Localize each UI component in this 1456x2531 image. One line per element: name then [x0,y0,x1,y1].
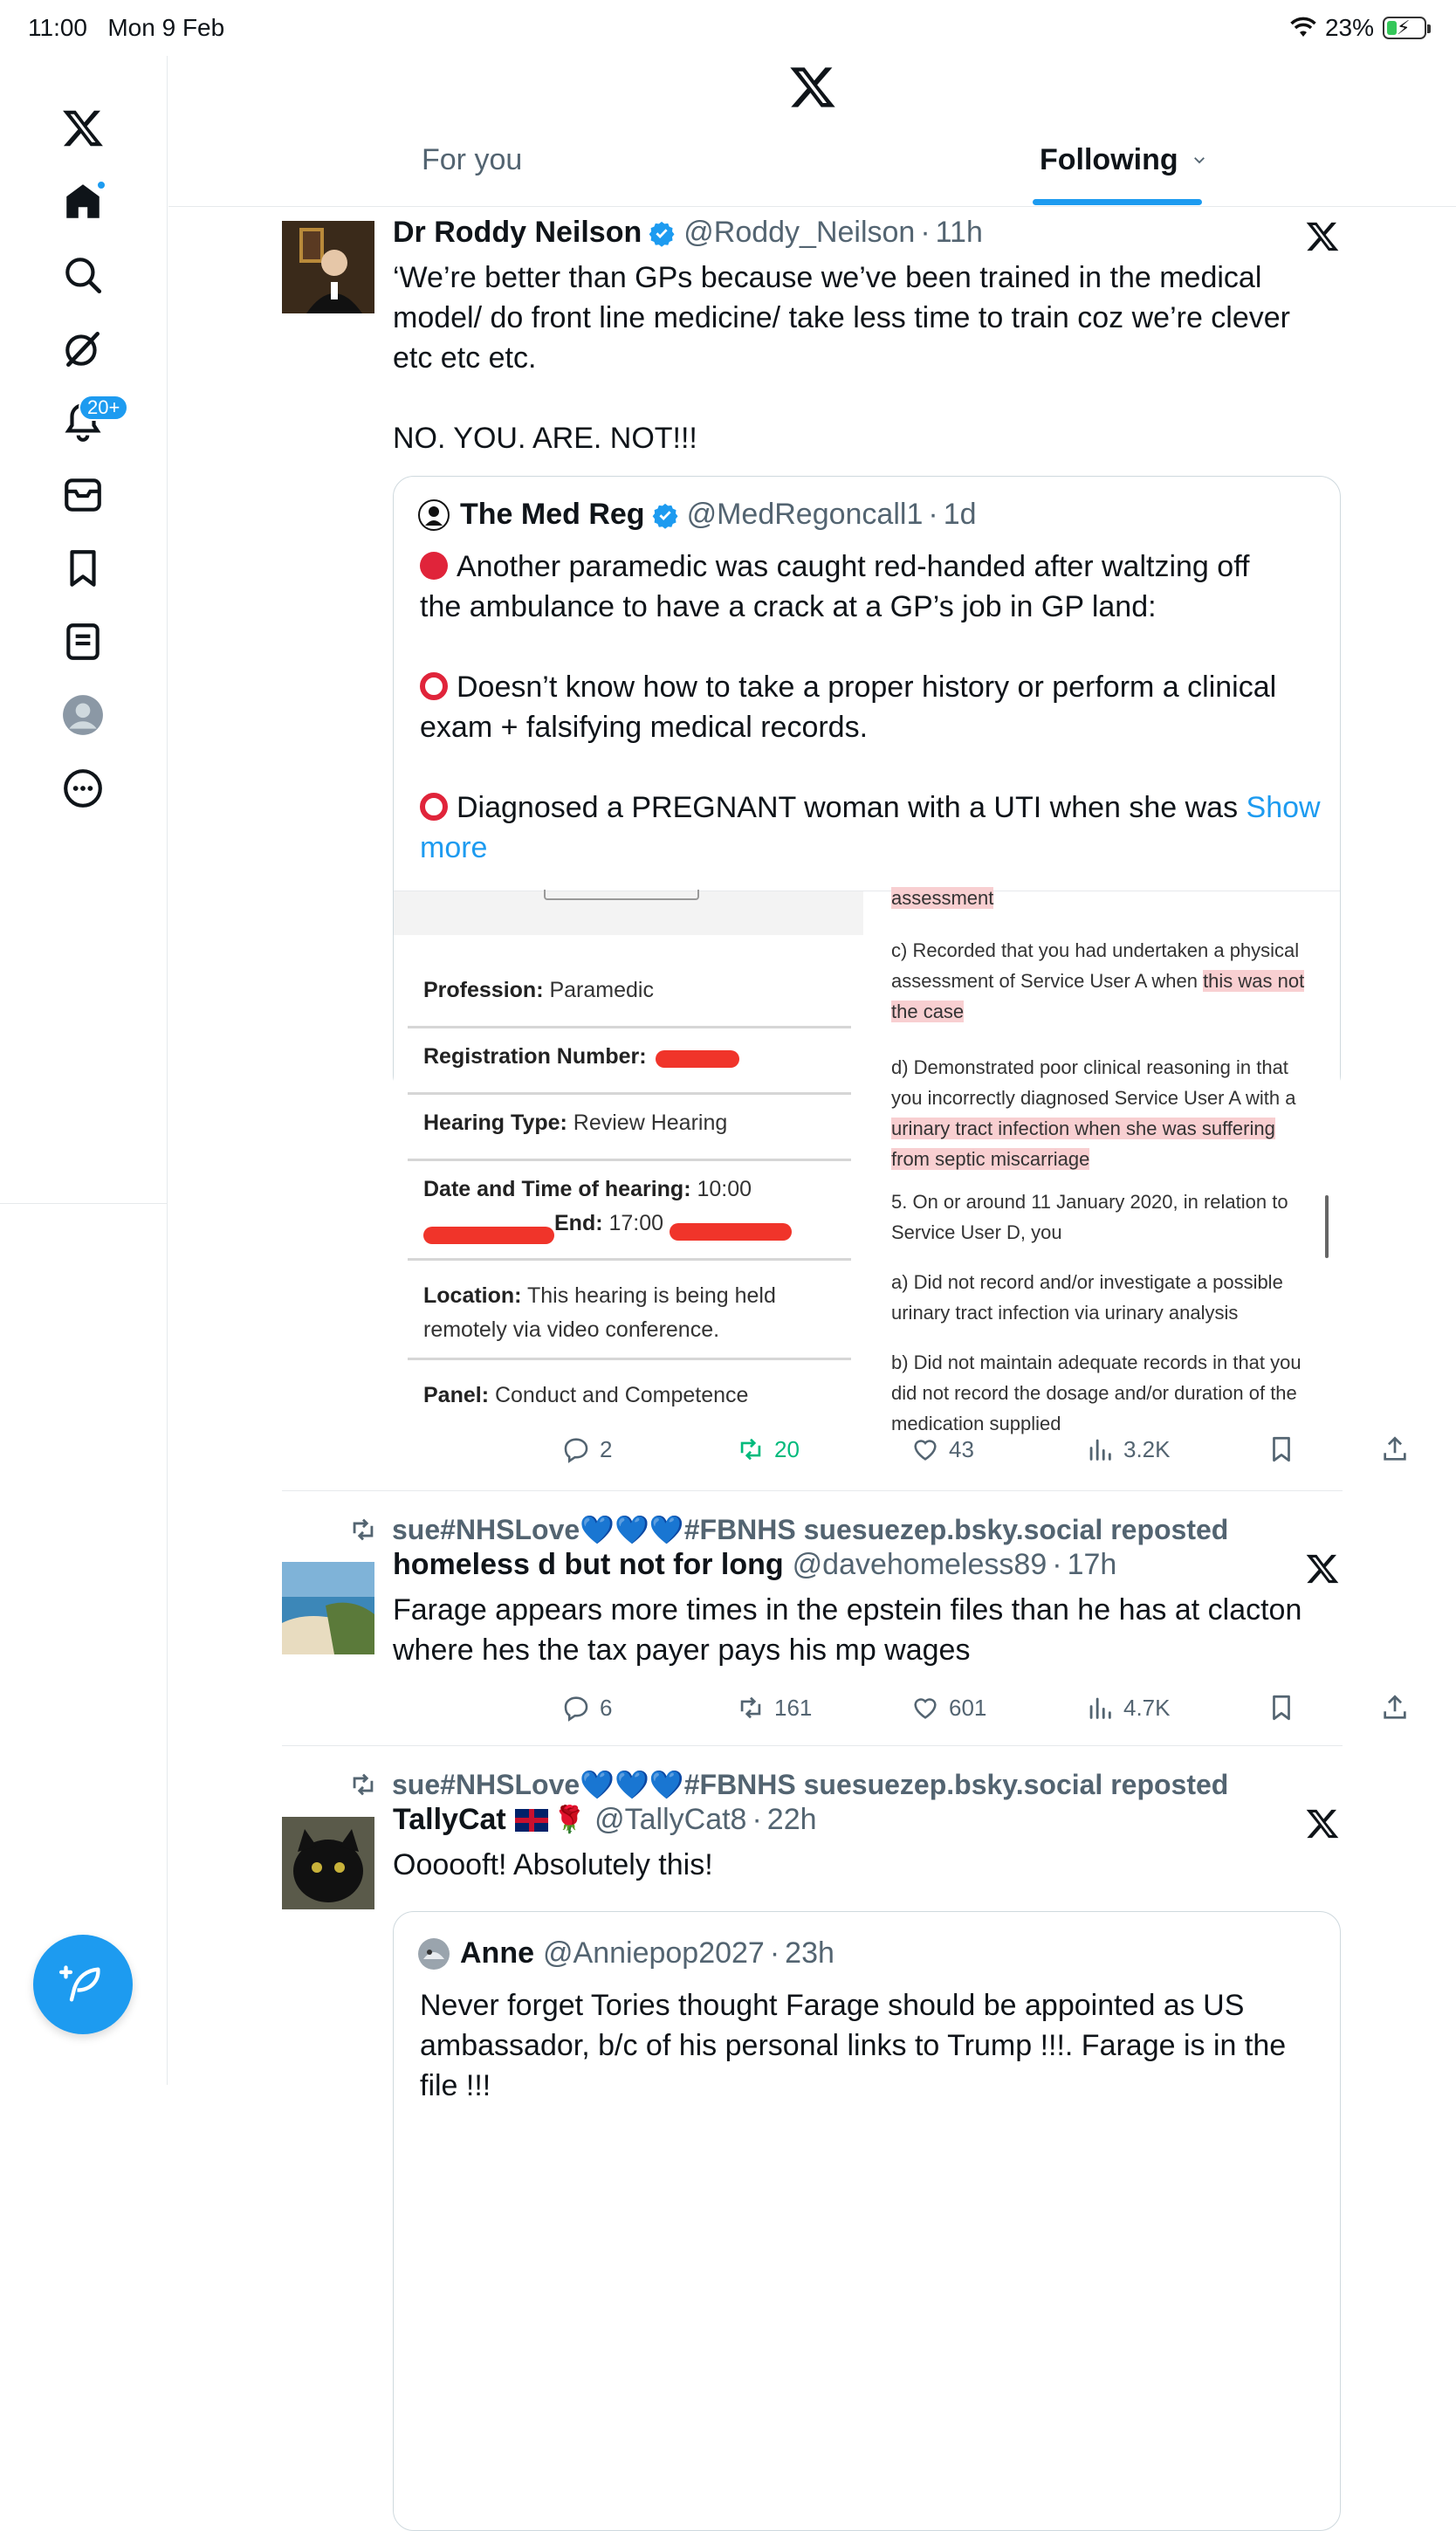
document-row: Location: This hearing is being held remotely via video conference. [423,1283,776,1342]
repost-button[interactable]: 161 [736,1693,812,1723]
grok-icon[interactable] [52,318,113,379]
show-more-link-continued[interactable]: more [420,831,488,864]
compose-feather-icon [60,1962,106,2007]
messages-icon[interactable] [52,464,113,526]
notifications-badge: 20+ [79,395,128,421]
post-text: Oooooft! Absolutely this! [393,1848,713,1881]
reposted-by-line[interactable]: sue#NHSLove 💙💙💙 #FBNHS suesuezep.bsky.social reposted [348,1513,1228,1546]
verified-badge-icon [652,502,678,528]
quoted-post[interactable] [393,476,1341,1434]
share-button[interactable] [1380,1434,1410,1464]
verified-badge-icon [649,220,675,246]
quote-text: Another paramedic was caught red-handed after waltzing off the ambulance to have a crack at a GP’s job in GP land: Doesn’t know how to take a proper history or perform a clinical exam + falsifying medical records. Diagnosed a PREGNANT woman with a UTI when she was Show more [420,547,1328,868]
post-header: homeless d but not for long @davehomeless89 · 17h [393,1548,1117,1581]
avatar[interactable] [282,1562,374,1654]
sidebar-divider [0,1203,168,1204]
quote-header: The Med Reg @MedRegoncall1 · 1d [418,498,977,532]
views-chart-icon [1085,1434,1115,1464]
avatar[interactable] [282,221,374,313]
x-logo-icon[interactable] [1305,219,1340,254]
timeline-header [168,56,1456,207]
post-header: TallyCat 🌹 @TallyCat8 · 22h [393,1803,817,1836]
profile-avatar-icon[interactable] [52,684,113,746]
share-button[interactable] [1380,1693,1410,1723]
hollow-red-circle-icon [420,793,448,821]
redaction-mark [670,1223,792,1241]
search-icon[interactable] [52,244,113,306]
post-time[interactable]: 17h [1067,1548,1117,1581]
battery-icon: ⚡ [1383,17,1426,39]
status-date: Mon 9 Feb [107,14,225,41]
battery-percent: 23% [1324,14,1374,41]
bookmark-icon [1267,1693,1296,1723]
like-button[interactable]: 43 [910,1434,974,1464]
quote-author-name[interactable]: Anne [460,1936,534,1970]
x-logo-icon[interactable] [1305,1551,1340,1586]
show-more-link[interactable]: Show [1246,791,1321,824]
tab-following-label: Following [1040,143,1178,176]
home-icon[interactable] [52,171,113,232]
hollow-red-circle-icon [420,672,448,700]
post-divider [282,1745,1343,1746]
x-logo-icon[interactable] [1305,1806,1340,1841]
red-circle-icon [420,552,448,580]
quote-text: Never forget Tories thought Farage should be appointed as US ambassador, b/c of his personal links to Trump !!!. Farage is in the file !!! [420,1989,1287,2102]
document-right-column: assessment c) Recorded that you had undertaken a physical assessment of Service User A when this was not the case d) Demonstrated poor clinical reasoning in that you incorrectly diagnosed Service User A with a urinary tract infection when she was suffering from septic miscarriage 5. On or around 11 January 2020, in relation to Service User D, you a) Did not record and/or investigate a possible urinary tract infection via urinary analysis b) Did not maintain adequate records in that you did not record the dosage and/or duration of the medication supplied [891,887,1305,1434]
bookmark-icon [1267,1434,1296,1464]
share-icon [1380,1693,1410,1723]
active-tab-indicator [1033,199,1202,205]
post-header: Dr Roddy Neilson @Roddy_Neilson · 11h [393,216,983,249]
more-options-icon[interactable] [52,758,113,819]
document-row: Registration Number: [423,1044,647,1069]
notifications-bell-icon[interactable] [52,391,120,452]
author-handle[interactable]: @Roddy_Neilson [683,216,916,249]
views-button[interactable]: 4.7K [1085,1693,1171,1723]
quote-time: 1d [943,498,977,531]
author-handle[interactable]: @davehomeless89 [792,1548,1047,1581]
tab-following[interactable] [1040,143,1207,177]
chevron-down-icon [1192,152,1207,168]
x-logo-icon[interactable] [788,63,837,112]
quote-attached-image[interactable] [394,887,1340,1434]
bookmark-button[interactable] [1267,1434,1296,1464]
reply-icon [561,1434,591,1464]
document-row: Hearing Type: Review Hearing [423,1111,728,1135]
views-chart-icon [1085,1693,1115,1723]
author-name[interactable]: homeless d but not for long [393,1548,784,1581]
avatar[interactable] [282,1817,374,1909]
quote-author-handle: @Anniepop2027 [543,1936,765,1970]
author-name[interactable]: Dr Roddy Neilson [393,216,642,249]
reply-icon [561,1693,591,1723]
quote-header: Anne @Anniepop2027 · 23h [418,1936,834,1970]
share-icon [1380,1434,1410,1464]
quote-time: 23h [785,1936,834,1970]
quote-avatar[interactable] [418,499,450,531]
tab-for-you[interactable]: For you [422,143,523,176]
bookmarks-icon[interactable] [52,538,113,599]
uk-flag-emoji [515,1809,548,1832]
reply-button[interactable]: 6 [561,1693,612,1723]
post-actions [561,1693,1408,1728]
views-button[interactable]: 3.2K [1085,1434,1171,1464]
post-time[interactable]: 22h [766,1803,817,1836]
sidebar [0,56,168,2085]
quote-author-name[interactable]: The Med Reg [460,498,645,531]
wifi-icon [1290,17,1316,38]
bookmark-button[interactable] [1267,1693,1296,1723]
blue-hearts-emoji: 💙💙💙 [580,1769,684,1800]
post-actions [561,1434,1408,1469]
document-row: Profession: Paramedic [423,978,654,1002]
lists-icon[interactable] [52,611,113,672]
repost-icon [348,1770,378,1799]
heart-icon [910,1434,940,1464]
like-button[interactable]: 601 [910,1693,986,1723]
reply-button[interactable]: 2 [561,1434,612,1464]
heart-icon [910,1693,940,1723]
x-logo-icon[interactable] [52,98,113,159]
home-new-dot [96,180,106,190]
reposted-by-line[interactable]: sue#NHSLove 💙💙💙 #FBNHS suesuezep.bsky.social reposted [348,1768,1228,1801]
repost-icon [348,1515,378,1544]
rose-emoji: 🌹 [553,1805,587,1834]
status-bar [0,0,1456,56]
repost-icon [736,1693,766,1723]
redaction-mark [423,1227,554,1244]
status-time: 11:00 Mon 9 Feb [28,14,225,41]
repost-icon [736,1434,766,1464]
repost-button[interactable]: 20 [736,1434,800,1464]
post-time[interactable]: 11h [935,216,983,249]
redaction-mark [656,1050,739,1068]
quote-author-handle: @MedRegoncall1 [686,498,924,531]
document-row: Panel: Conduct and Competence [423,1383,749,1407]
post-text: ‘We’re better than GPs because we’ve been trained in the medical model/ do front line medicine/ take less time to train coz we’re clever etc etc etc. NO. YOU. ARE. NOT!!! [393,261,1291,455]
quote-avatar[interactable] [418,1938,450,1970]
author-name[interactable]: TallyCat [393,1803,506,1836]
document-scrollbar [1325,1195,1329,1258]
post-divider [282,1490,1343,1491]
post-text: Farage appears more times in the epstein files than he has at clacton where hes the tax payer pays his mp wages [393,1593,1302,1667]
quoted-post[interactable] [393,1911,1341,2531]
blue-hearts-emoji: 💙💙💙 [580,1514,684,1545]
document-row: Date and Time of hearing: 10:00 End: 17:00 [423,1177,752,1235]
document-left-column [394,891,863,1424]
author-handle[interactable]: @TallyCat8 [594,1803,747,1836]
compose-post-button[interactable] [33,1935,133,2034]
